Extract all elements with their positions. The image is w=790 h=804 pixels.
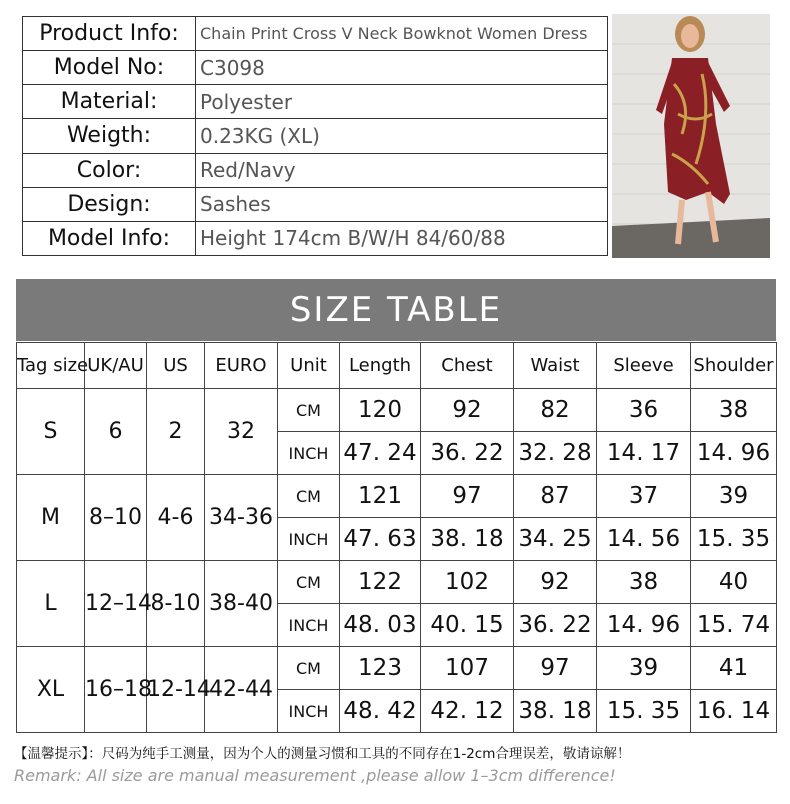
size-tag-cell: M bbox=[17, 475, 85, 561]
size-uk-cell: 6 bbox=[85, 389, 147, 475]
size-us-cell: 4-6 bbox=[147, 475, 205, 561]
size-value-cell: 15. 35 bbox=[691, 518, 777, 561]
size-value-cell: 15. 74 bbox=[691, 604, 777, 647]
size-us-cell: 12-14 bbox=[147, 647, 205, 733]
product-info-label: Material: bbox=[23, 85, 196, 119]
size-column-header: UK/AU bbox=[85, 343, 147, 389]
size-unit-cell: CM bbox=[278, 561, 340, 604]
product-info-label: Model Info: bbox=[23, 221, 196, 255]
product-info-value: 0.23KG (XL) bbox=[196, 119, 608, 153]
product-info-value: Height 174cm B/W/H 84/60/88 bbox=[196, 221, 608, 255]
size-column-header: Chest bbox=[421, 343, 514, 389]
model-photo-drawing bbox=[612, 14, 770, 258]
product-info-label: Design: bbox=[23, 187, 196, 221]
size-row-cm bbox=[17, 561, 777, 604]
size-uk-cell: 16–18 bbox=[85, 647, 147, 733]
size-column-header: EURO bbox=[205, 343, 278, 389]
size-value-cell: 36. 22 bbox=[421, 432, 514, 475]
size-table-header-row bbox=[17, 343, 777, 389]
note-chinese: 【温馨提示】：尺码为纯手工测量，因为个人的测量习惯和工具的不同存在1-2cm合理误差，敬请谅解！ bbox=[14, 746, 631, 762]
size-value-cell: 102 bbox=[421, 561, 514, 604]
size-value-cell: 121 bbox=[340, 475, 421, 518]
size-value-cell: 92 bbox=[514, 561, 597, 604]
size-row-cm bbox=[17, 475, 777, 518]
product-info-row bbox=[23, 17, 608, 51]
size-value-cell: 97 bbox=[421, 475, 514, 518]
size-value-cell: 14. 56 bbox=[597, 518, 691, 561]
size-value-cell: 37 bbox=[597, 475, 691, 518]
size-unit-cell: INCH bbox=[278, 432, 340, 475]
size-uk-cell: 12–14 bbox=[85, 561, 147, 647]
size-value-cell: 87 bbox=[514, 475, 597, 518]
size-value-cell: 48. 03 bbox=[340, 604, 421, 647]
size-value-cell: 34. 25 bbox=[514, 518, 597, 561]
product-info-label: Color: bbox=[23, 153, 196, 187]
size-tag-cell: L bbox=[17, 561, 85, 647]
product-info-row bbox=[23, 221, 608, 255]
size-column-header: Sleeve bbox=[597, 343, 691, 389]
product-info-label: Model No: bbox=[23, 51, 196, 85]
size-value-cell: 38. 18 bbox=[514, 690, 597, 733]
size-row-cm bbox=[17, 647, 777, 690]
size-value-cell: 47. 24 bbox=[340, 432, 421, 475]
size-value-cell: 38 bbox=[597, 561, 691, 604]
size-value-cell: 14. 96 bbox=[597, 604, 691, 647]
size-value-cell: 48. 42 bbox=[340, 690, 421, 733]
product-info-value: C3098 bbox=[196, 51, 608, 85]
size-unit-cell: INCH bbox=[278, 604, 340, 647]
model-photo bbox=[612, 14, 770, 258]
product-info-row bbox=[23, 51, 608, 85]
size-column-header: Waist bbox=[514, 343, 597, 389]
size-tag-cell: XL bbox=[17, 647, 85, 733]
size-euro-cell: 34-36 bbox=[205, 475, 278, 561]
photo-face bbox=[681, 24, 699, 48]
size-column-header: US bbox=[147, 343, 205, 389]
size-value-cell: 36. 22 bbox=[514, 604, 597, 647]
size-uk-cell: 8–10 bbox=[85, 475, 147, 561]
size-value-cell: 39 bbox=[597, 647, 691, 690]
size-value-cell: 122 bbox=[340, 561, 421, 604]
size-value-cell: 16. 14 bbox=[691, 690, 777, 733]
size-value-cell: 14. 96 bbox=[691, 432, 777, 475]
size-value-cell: 14. 17 bbox=[597, 432, 691, 475]
product-info-value: Polyester bbox=[196, 85, 608, 119]
size-column-header: Unit bbox=[278, 343, 340, 389]
product-info-value: Chain Print Cross V Neck Bowknot Women Dress bbox=[196, 17, 608, 51]
size-value-cell: 92 bbox=[421, 389, 514, 432]
size-value-cell: 47. 63 bbox=[340, 518, 421, 561]
product-info-value: Red/Navy bbox=[196, 153, 608, 187]
product-info-label: Product Info: bbox=[23, 17, 196, 51]
size-column-header: Tag size bbox=[17, 343, 85, 389]
product-info-table bbox=[22, 16, 608, 256]
size-value-cell: 32. 28 bbox=[514, 432, 597, 475]
size-value-cell: 42. 12 bbox=[421, 690, 514, 733]
size-column-header: Length bbox=[340, 343, 421, 389]
product-info-row bbox=[23, 85, 608, 119]
size-table bbox=[16, 342, 777, 733]
note-english: Remark: All size are manual measurement ,please allow 1–3cm difference! bbox=[14, 766, 616, 785]
product-info-row bbox=[23, 119, 608, 153]
size-value-cell: 40 bbox=[691, 561, 777, 604]
size-value-cell: 40. 15 bbox=[421, 604, 514, 647]
size-column-header: Shoulder bbox=[691, 343, 777, 389]
size-value-cell: 120 bbox=[340, 389, 421, 432]
size-table-body bbox=[17, 389, 777, 733]
size-value-cell: 82 bbox=[514, 389, 597, 432]
product-info-value: Sashes bbox=[196, 187, 608, 221]
product-info-label: Weigth: bbox=[23, 119, 196, 153]
product-info-row bbox=[23, 153, 608, 187]
size-value-cell: 39 bbox=[691, 475, 777, 518]
size-row-cm bbox=[17, 389, 777, 432]
photo-left-leg bbox=[678, 200, 682, 244]
size-value-cell: 123 bbox=[340, 647, 421, 690]
size-table-title: SIZE TABLE bbox=[16, 279, 776, 341]
product-info-body bbox=[23, 17, 608, 256]
size-us-cell: 2 bbox=[147, 389, 205, 475]
size-euro-cell: 42-44 bbox=[205, 647, 278, 733]
size-us-cell: 8-10 bbox=[147, 561, 205, 647]
size-unit-cell: INCH bbox=[278, 690, 340, 733]
size-unit-cell: CM bbox=[278, 389, 340, 432]
product-info-row bbox=[23, 187, 608, 221]
size-tag-cell: S bbox=[17, 389, 85, 475]
size-value-cell: 38 bbox=[691, 389, 777, 432]
size-value-cell: 97 bbox=[514, 647, 597, 690]
size-value-cell: 38. 18 bbox=[421, 518, 514, 561]
size-euro-cell: 38-40 bbox=[205, 561, 278, 647]
size-value-cell: 15. 35 bbox=[597, 690, 691, 733]
size-value-cell: 36 bbox=[597, 389, 691, 432]
size-value-cell: 107 bbox=[421, 647, 514, 690]
size-unit-cell: INCH bbox=[278, 518, 340, 561]
size-euro-cell: 32 bbox=[205, 389, 278, 475]
size-unit-cell: CM bbox=[278, 647, 340, 690]
size-unit-cell: CM bbox=[278, 475, 340, 518]
size-value-cell: 41 bbox=[691, 647, 777, 690]
